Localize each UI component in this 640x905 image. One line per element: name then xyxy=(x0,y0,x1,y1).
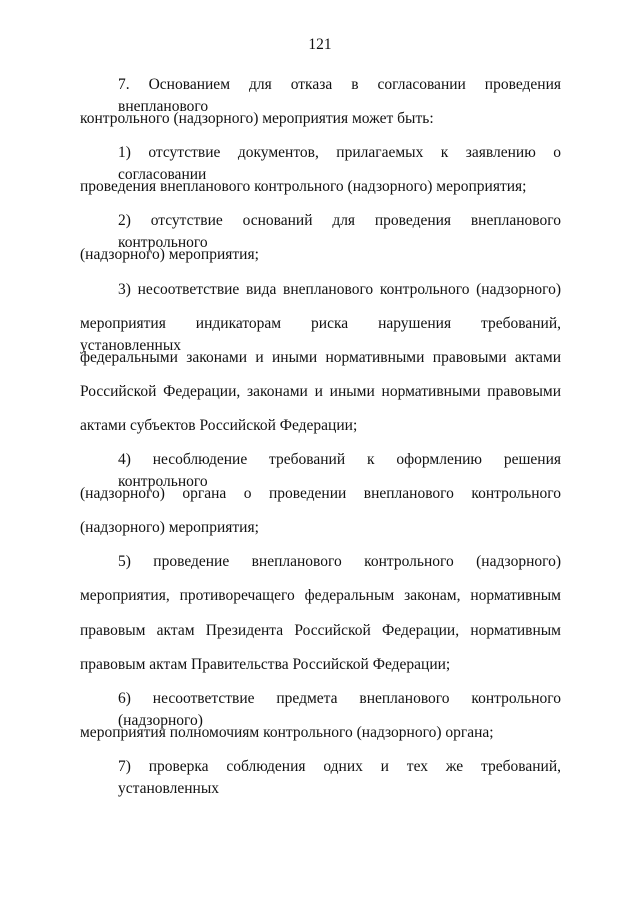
list-item-1 xyxy=(80,142,561,210)
text-line: контрольного (надзорного) мероприятия может быть: xyxy=(80,110,434,128)
text-line: (надзорного) мероприятия; xyxy=(80,246,259,264)
text-line: федеральными законами и иными нормативными правовыми актами xyxy=(80,348,561,366)
text-line: мероприятия, противоречащего федеральным законам, нормативным xyxy=(80,587,561,605)
text-line: 7. Основанием для отказа в согласовании проведения внепланового xyxy=(118,76,561,115)
text-line: 1) отсутствие документов, прилагаемых к заявлению о согласовании xyxy=(118,144,561,184)
text-line: 7) проверка соблюдения одних и тех же требований, установленных xyxy=(118,757,561,797)
text-line: 5) проведение внепланового контрольного (надзорного) xyxy=(118,553,561,571)
text-line: правовым актам Правительства Российской Федерации; xyxy=(80,655,451,673)
text-line: проведения внепланового контрольного (надзорного) мероприятия; xyxy=(80,178,527,196)
list-item-6 xyxy=(80,688,561,756)
text-line: 4) несоблюдение требований к оформлению решения контрольного xyxy=(118,451,561,491)
list-item-7 xyxy=(80,756,561,797)
text-line: правовым актам Президента Российской Федерации, нормативным xyxy=(80,621,561,639)
paragraph-7-grounds-for-refusal xyxy=(80,74,561,142)
text-line: 3) несоответствие вида внепланового контрольного (надзорного) xyxy=(118,280,561,298)
text-line: Российской Федерации, законами и иными нормативными правовыми xyxy=(80,382,561,400)
text-line: (надзорного) мероприятия; xyxy=(80,519,259,537)
text-line: мероприятия индикаторам риска нарушения требований, установленных xyxy=(80,314,561,354)
text-line: 2) отсутствие оснований для проведения внепланового контрольного xyxy=(118,212,561,252)
list-item-2 xyxy=(80,210,561,278)
text-line: актами субъектов Российской Федерации; xyxy=(80,416,358,434)
list-item-5 xyxy=(80,551,561,687)
page-number: 121 xyxy=(308,36,332,53)
document-body xyxy=(80,74,561,797)
text-line: (надзорного) органа о проведении внепланового контрольного xyxy=(80,485,561,503)
text-line: 6) несоответствие предмета внепланового контрольного (надзорного) xyxy=(118,689,561,729)
text-line: мероприятия полномочиям контрольного (надзорного) органа; xyxy=(80,723,494,741)
list-item-3 xyxy=(80,279,561,449)
list-item-4 xyxy=(80,449,561,551)
